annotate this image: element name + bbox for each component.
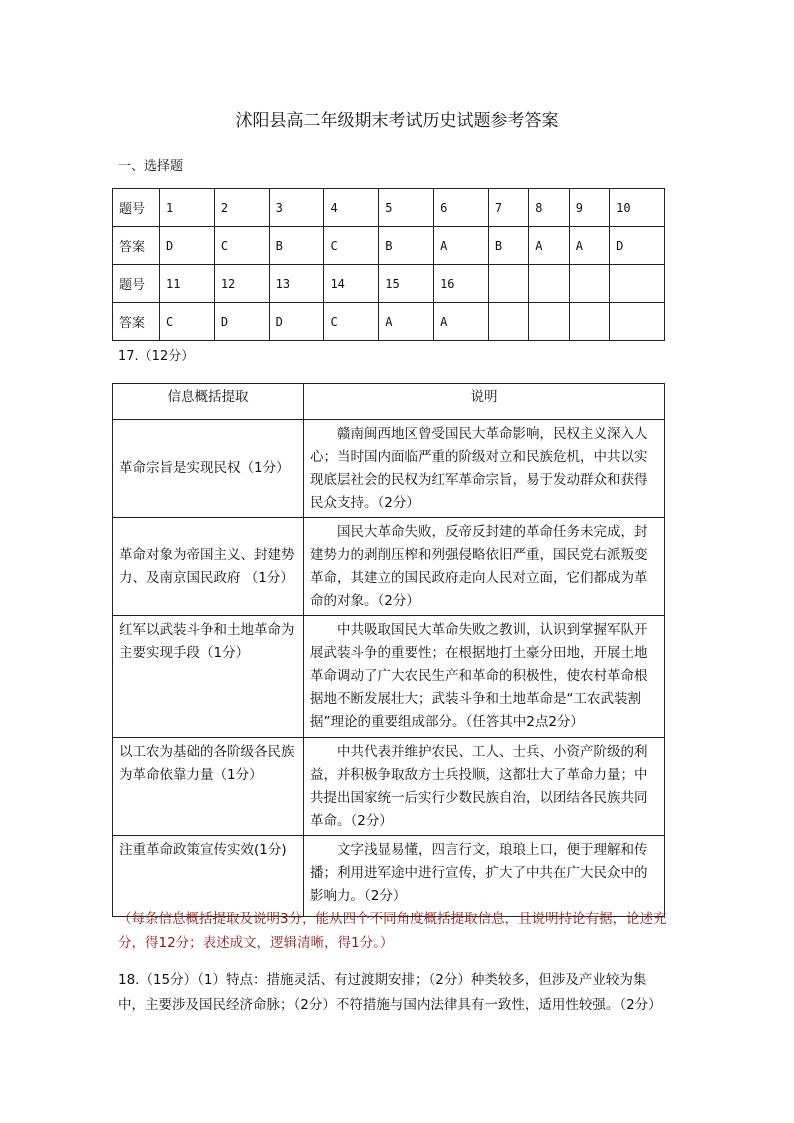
section-heading: 一、选择题 bbox=[118, 159, 184, 174]
table-cell: D bbox=[160, 227, 215, 265]
table-cell: B bbox=[269, 227, 324, 265]
table-row bbox=[113, 420, 665, 518]
table-cell bbox=[569, 303, 609, 341]
info-cell: 革命对象为帝国主义、封建势力、及南京国民政府 （1分） bbox=[113, 518, 304, 616]
table-row bbox=[113, 227, 665, 265]
table-cell: 5 bbox=[379, 189, 434, 227]
table-row bbox=[113, 265, 665, 303]
explanation-cell: 中共代表并维护农民、工人、士兵、小资产阶级的利益，并积极争取敌方士兵投顺，这都壮大了革命力量；中共提出国家统一后实行少数民族自治，以团结各民族共同革命。（2分） bbox=[304, 738, 665, 836]
table-cell: 13 bbox=[269, 265, 324, 303]
table-cell: D bbox=[214, 303, 269, 341]
page-title: 沭阳县高二年级期末考试历史试题参考答案 bbox=[235, 111, 559, 131]
table-cell: C bbox=[214, 227, 269, 265]
row-label: 题号 bbox=[113, 265, 160, 303]
table-row bbox=[113, 518, 665, 616]
multiple-choice-answer-table bbox=[112, 188, 665, 341]
row-label: 答案 bbox=[113, 227, 160, 265]
table-cell bbox=[569, 265, 609, 303]
question-17-heading: 17.（12分） bbox=[118, 349, 195, 364]
table-cell: 2 bbox=[214, 189, 269, 227]
table-cell: C bbox=[324, 303, 379, 341]
table-cell: B bbox=[379, 227, 434, 265]
info-cell: 以工农为基础的各阶级各民族为革命依靠力量（1分） bbox=[113, 738, 304, 836]
table-cell bbox=[610, 265, 665, 303]
table-cell bbox=[488, 265, 528, 303]
table-cell bbox=[529, 265, 569, 303]
table-cell: 16 bbox=[434, 265, 489, 303]
column-header-info: 信息概括提取 bbox=[113, 384, 304, 420]
row-label: 题号 bbox=[113, 189, 160, 227]
table-cell: A bbox=[434, 303, 489, 341]
column-header-explanation: 说明 bbox=[304, 384, 665, 420]
table-header-row bbox=[113, 384, 665, 420]
table-cell: 7 bbox=[488, 189, 528, 227]
table-cell: D bbox=[610, 227, 665, 265]
table-cell: 10 bbox=[610, 189, 665, 227]
table-cell: A bbox=[569, 227, 609, 265]
table-cell: D bbox=[269, 303, 324, 341]
table-cell bbox=[529, 303, 569, 341]
info-cell: 革命宗旨是实现民权（1分） bbox=[113, 420, 304, 518]
info-cell: 注重革命政策宣传实效(1分) bbox=[113, 836, 304, 917]
table-cell: 1 bbox=[160, 189, 215, 227]
table-cell: 14 bbox=[324, 265, 379, 303]
table-row bbox=[113, 616, 665, 738]
table-cell bbox=[610, 303, 665, 341]
explanation-cell: 国民大革命失败，反帝反封建的革命任务未完成，封建势力的剥削压榨和列强侵略依旧严重，国民党右派叛变革命，其建立的国民政府走向人民对立面，它们都成为革命的对象。（2分） bbox=[304, 518, 665, 616]
table-row bbox=[113, 303, 665, 341]
question-17-answer-table bbox=[112, 383, 665, 917]
table-cell: 3 bbox=[269, 189, 324, 227]
table-cell: 6 bbox=[434, 189, 489, 227]
table-cell: B bbox=[488, 227, 528, 265]
scoring-note: （每条信息概括提取及说明3分，能从四个不同角度概括提取信息，且说明持论有据，论述充分，得12分；表述成文，逻辑清晰，得1分。） bbox=[118, 911, 667, 951]
table-cell: C bbox=[324, 227, 379, 265]
table-row bbox=[113, 738, 665, 836]
explanation-cell: 赣南闽西地区曾受国民大革命影响，民权主义深入人心；当时国内面临严重的阶级对立和民族危机，中共以实现底层社会的民权为红军革命宗旨，易于发动群众和获得民众支持。（2分） bbox=[304, 420, 665, 518]
table-cell: A bbox=[379, 303, 434, 341]
table-cell: 11 bbox=[160, 265, 215, 303]
table-row bbox=[113, 189, 665, 227]
table-cell: 12 bbox=[214, 265, 269, 303]
table-cell: 4 bbox=[324, 189, 379, 227]
explanation-cell: 文字浅显易懂，四言行文，琅琅上口，便于理解和传播；利用进军途中进行宣传，扩大了中共在广大民众中的影响力。（2分） bbox=[304, 836, 665, 917]
table-cell: A bbox=[434, 227, 489, 265]
explanation-cell: 中共吸取国民大革命失败之教训，认识到掌握军队开展武装斗争的重要性；在根据地打土豪分田地，开展土地革命调动了广大农民生产和革命的积极性，使农村革命根据地不断发展壮大；武装斗争和土地革命是“工农武装割据”理论的重要组成部分。（任答其中2点2分） bbox=[304, 616, 665, 738]
table-cell: A bbox=[529, 227, 569, 265]
table-cell: C bbox=[160, 303, 215, 341]
info-cell: 红军以武装斗争和土地革命为主要实现手段（1分） bbox=[113, 616, 304, 738]
table-cell bbox=[488, 303, 528, 341]
table-cell: 8 bbox=[529, 189, 569, 227]
table-cell: 15 bbox=[379, 265, 434, 303]
table-cell: 9 bbox=[569, 189, 609, 227]
row-label: 答案 bbox=[113, 303, 160, 341]
table-row bbox=[113, 836, 665, 917]
question-18-answer: 18.（15分）（1）特点：措施灵活、有过渡期安排；（2分）种类较多，但涉及产业较为集中，主要涉及国民经济命脉；（2分）不符措施与国内法律具有一致性，适用性较强。（2分） bbox=[118, 972, 662, 1013]
